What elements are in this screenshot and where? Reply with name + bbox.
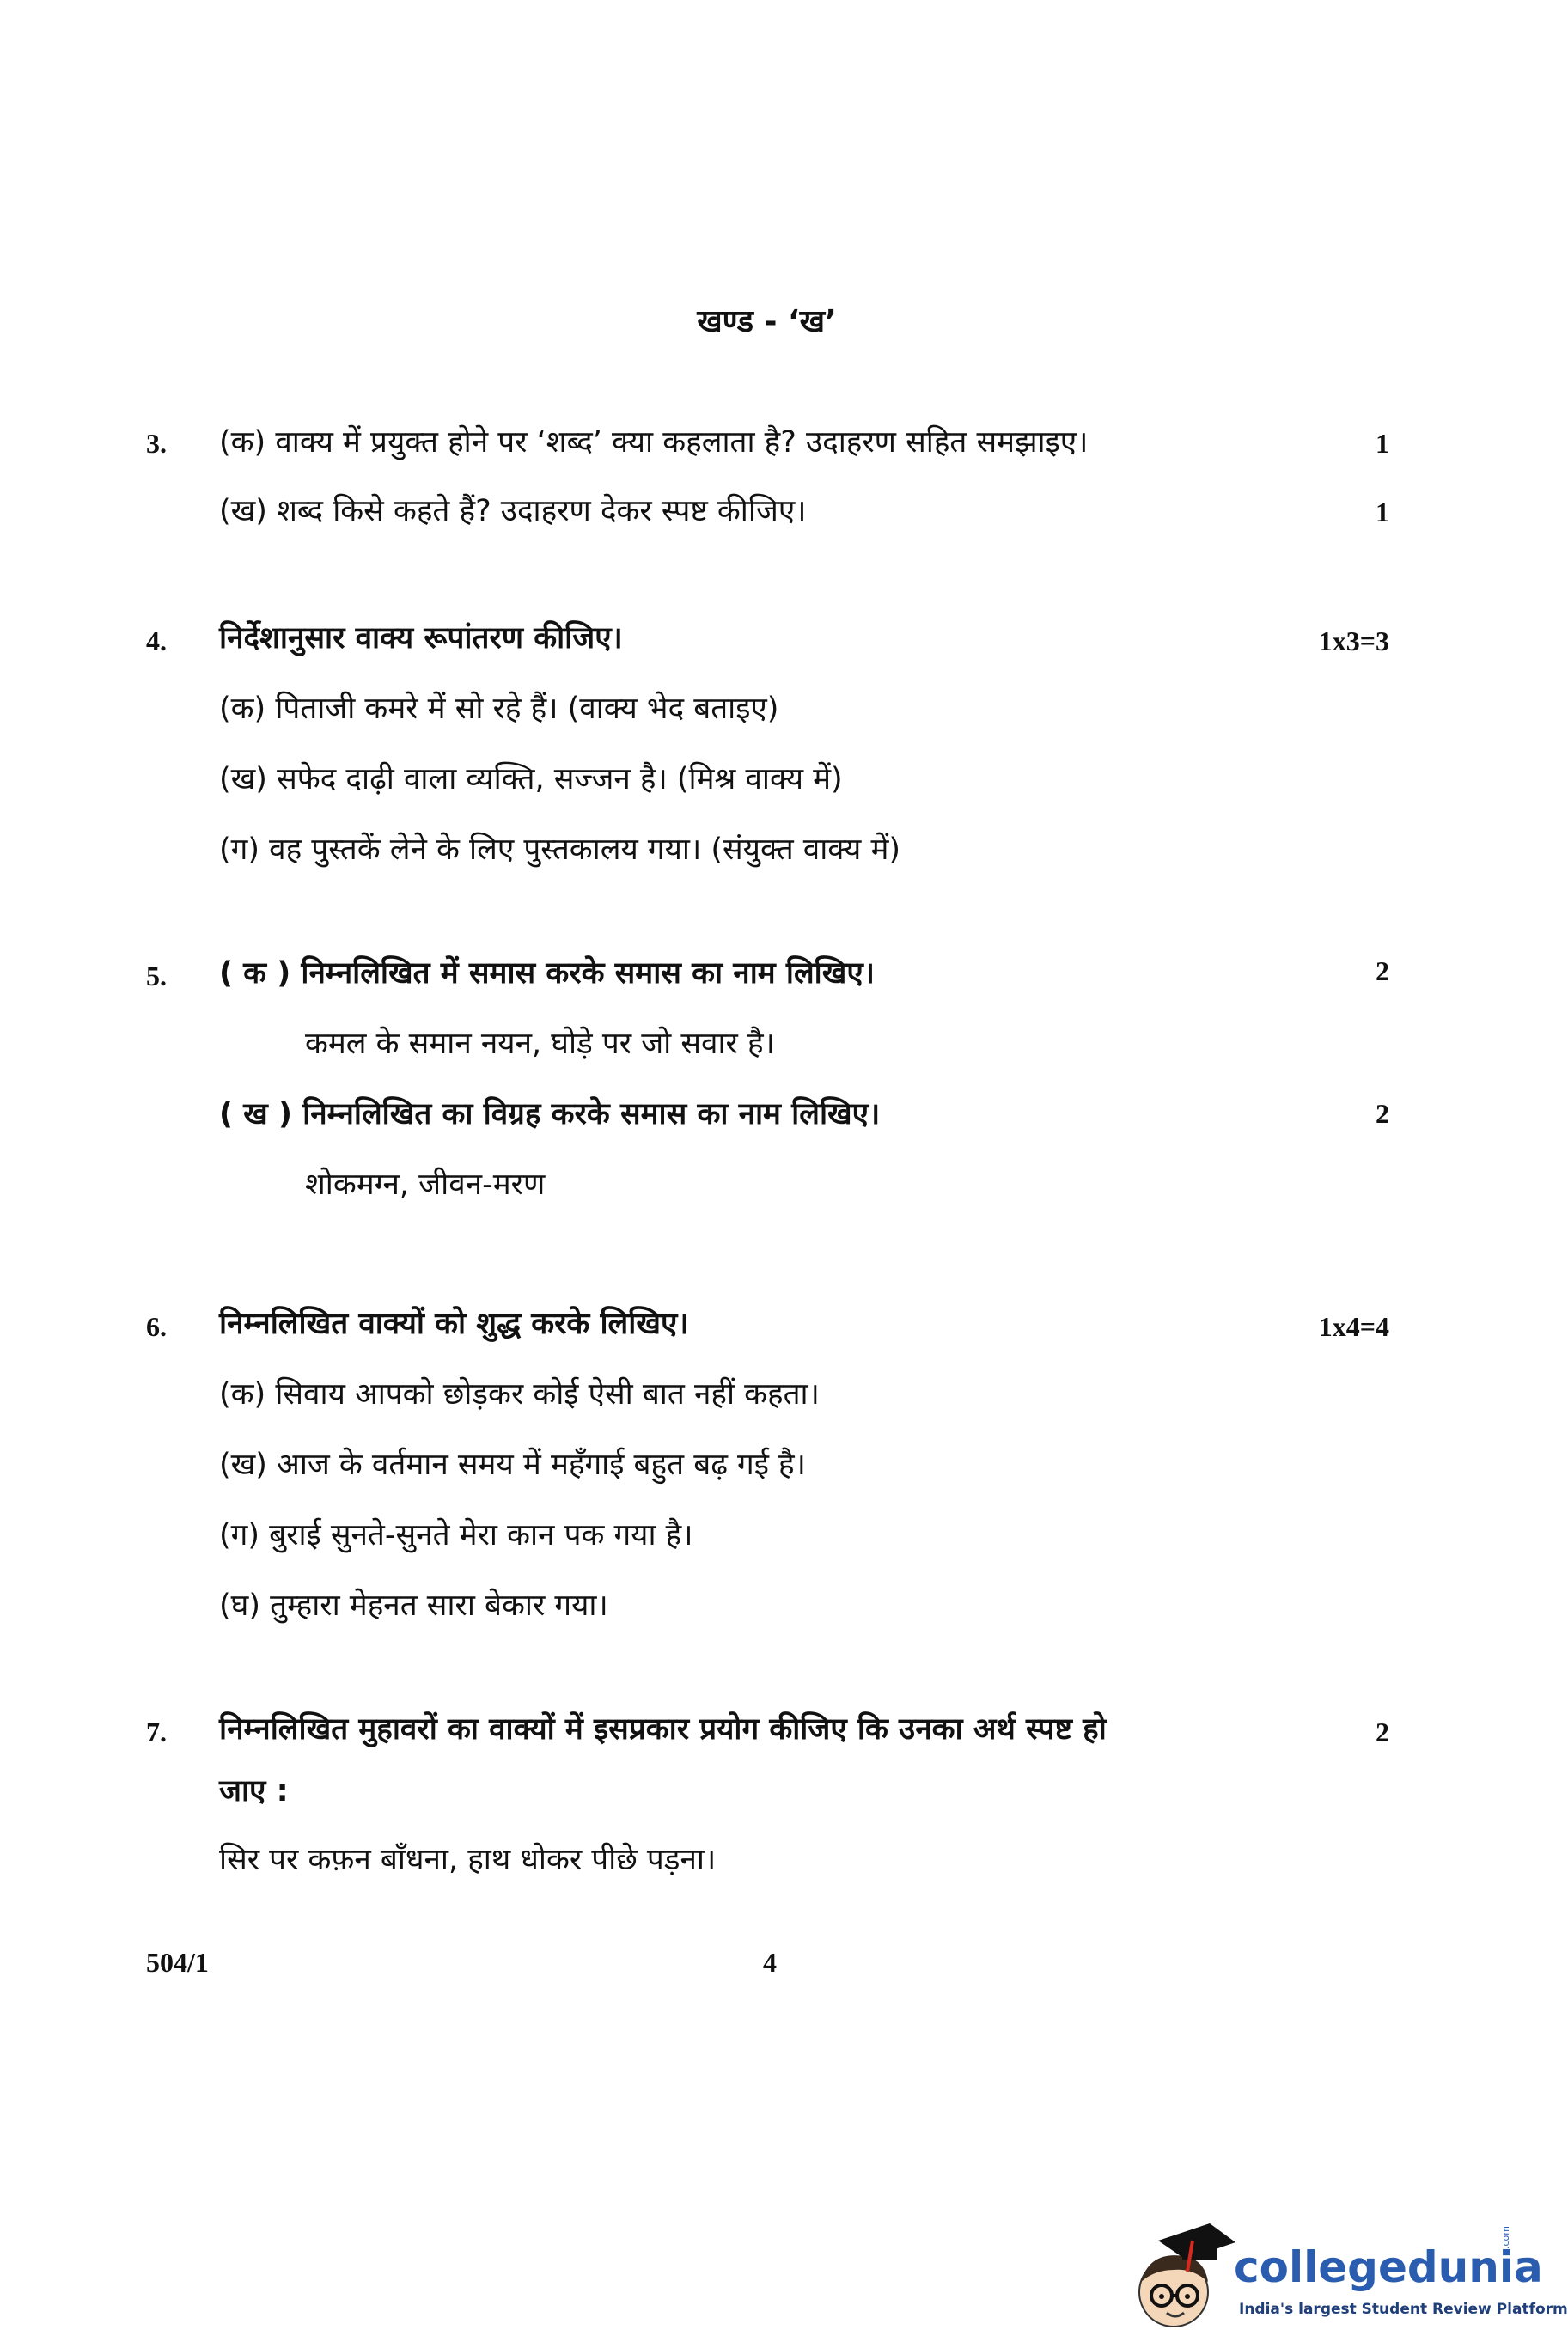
q5-part-a-marks: 2: [1376, 955, 1389, 986]
q4-heading: निर्देशानुसार वाक्य रूपांतरण कीजिए।: [219, 621, 623, 656]
q7-heading-line2: जाए :: [219, 1774, 289, 1808]
question-number-3: 3.: [146, 428, 167, 459]
q7-detail: सिर पर कफ़न बाँधना, हाथ धोकर पीछे पड़ना।: [219, 1843, 717, 1877]
q6-item-a: (क) सिवाय आपको छोड़कर कोई ऐसी बात नहीं कहता।: [219, 1377, 820, 1412]
q4-item-c: (ग) वह पुस्तकें लेने के लिए पुस्तकालय गया। (संयुक्त वाक्य में): [219, 833, 901, 867]
q6-item-b: (ख) आज के वर्तमान समय में महँगाई बहुत बढ़ गई है।: [219, 1448, 806, 1482]
section-title: खण्ड - ‘ख’: [697, 304, 837, 339]
q6-heading: निम्नलिखित वाक्यों को शुद्ध करके लिखिए।: [219, 1307, 689, 1341]
q5-part-b-marks: 2: [1376, 1098, 1389, 1129]
q3-part-a-marks: 1: [1376, 428, 1389, 459]
question-number-6: 6.: [146, 1311, 167, 1342]
q4-marks: 1x3=3: [1318, 625, 1389, 656]
logo-brand-name: collegedunia: [1234, 2242, 1543, 2292]
q6-marks: 1x4=4: [1318, 1311, 1389, 1342]
q5-part-a-detail: कमल के समान नयन, घोड़े पर जो सवार है।: [305, 1027, 775, 1061]
paper-code: 504/1: [146, 1947, 209, 1978]
q6-item-c: (ग) बुराई सुनते-सुनते मेरा कान पक गया है।: [219, 1518, 693, 1552]
q3-part-b: (ख) शब्द किसे कहते हैं? उदाहरण देकर स्पष्ट कीजिए।: [219, 494, 807, 528]
q7-marks: 2: [1376, 1717, 1389, 1747]
page-number: 4: [763, 1947, 777, 1978]
q6-item-d: (घ) तुम्हारा मेहनत सारा बेकार गया।: [219, 1589, 608, 1623]
question-number-5: 5.: [146, 961, 167, 991]
q5-part-b-detail: शोकमग्न, जीवन-मरण: [305, 1168, 546, 1202]
collegedunia-logo: [1132, 2217, 1568, 2337]
logo-domain-suffix: .com: [1500, 2226, 1511, 2249]
question-number-4: 4.: [146, 625, 167, 656]
question-number-7: 7.: [146, 1717, 167, 1747]
q4-item-b: (ख) सफेद दाढ़ी वाला व्यक्ति, सज्जन है। (मिश्र वाक्य में): [219, 762, 843, 796]
logo-tagline: India's largest Student Review Platform: [1239, 2301, 1568, 2318]
q7-heading-line1: निम्नलिखित मुहावरों का वाक्यों में इसप्रकार प्रयोग कीजिए कि उनका अर्थ स्पष्ट हो: [219, 1712, 1107, 1747]
q4-item-a: (क) पिताजी कमरे में सो रहे हैं। (वाक्य भेद बताइए): [219, 692, 779, 726]
q5-part-b-heading: ( ख ) निम्नलिखित का विग्रह करके समास का नाम लिखिए।: [219, 1097, 881, 1131]
q5-part-a-heading: ( क ) निम्नलिखित में समास करके समास का नाम लिखिए।: [219, 956, 875, 991]
q3-part-b-marks: 1: [1376, 497, 1389, 528]
q3-part-a: (क) वाक्य में प्रयुक्त होने पर ‘शब्द’ क्या कहलाता है? उदाहरण सहित समझाइए।: [219, 425, 1089, 460]
